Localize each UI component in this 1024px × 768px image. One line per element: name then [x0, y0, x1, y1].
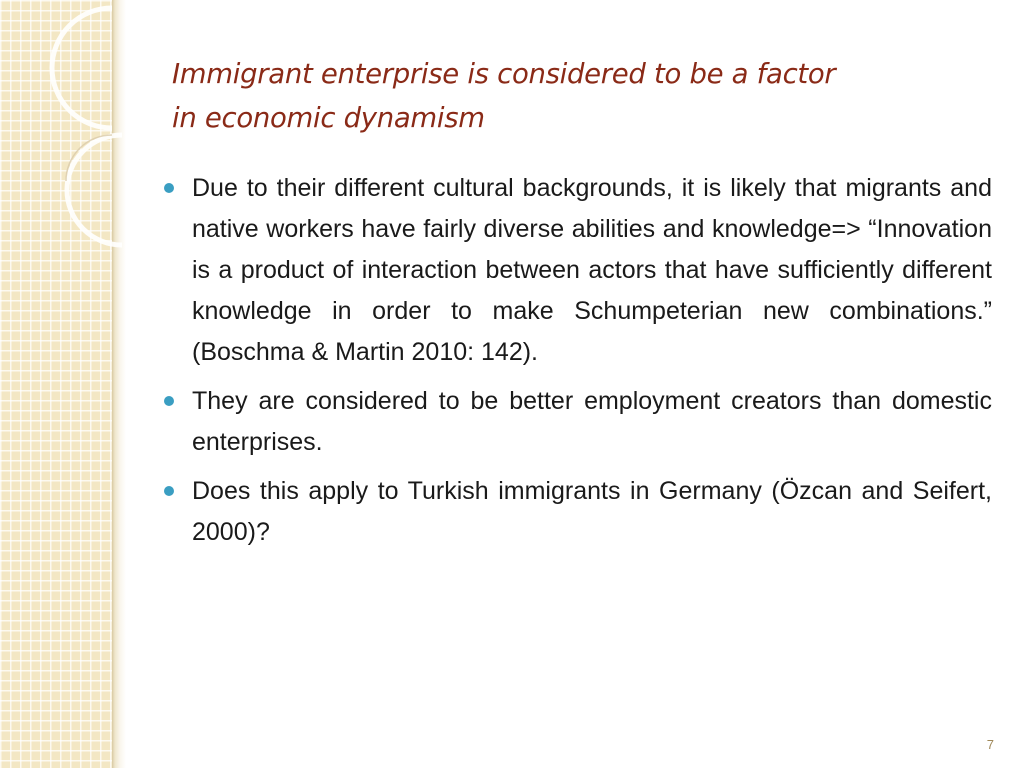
page-number: 7 — [986, 737, 994, 752]
title-line-1: Immigrant enterprise is considered to be a factor — [172, 58, 836, 90]
slide-title — [172, 52, 992, 140]
bullet-dot-icon — [164, 486, 174, 496]
bullet-text-1: Due to their different cultural backgrounds, it is likely that migrants and native workers have fairly diverse abilities and knowledge=> “Innovation is a product of interaction between actors that have sufficiently different knowledge in order to make Schumpeterian new combinations.” (Boschma & Martin 2010: 142). — [192, 174, 992, 366]
bullet-item-1 — [160, 168, 992, 373]
bullet-item-3 — [160, 471, 992, 553]
bullet-text-3: Does this apply to Turkish immigrants in Germany (Özcan and Seifert, 2000)? — [192, 477, 992, 546]
title-line-2: in economic dynamism — [172, 102, 485, 134]
bullet-text-2: They are considered to be better employment creators than domestic enterprises. — [192, 387, 992, 456]
bullet-item-2 — [160, 381, 992, 463]
bullet-dot-icon — [164, 396, 174, 406]
decorative-rings — [0, 0, 140, 260]
bullet-dot-icon — [164, 183, 174, 193]
bullet-list — [160, 168, 992, 561]
